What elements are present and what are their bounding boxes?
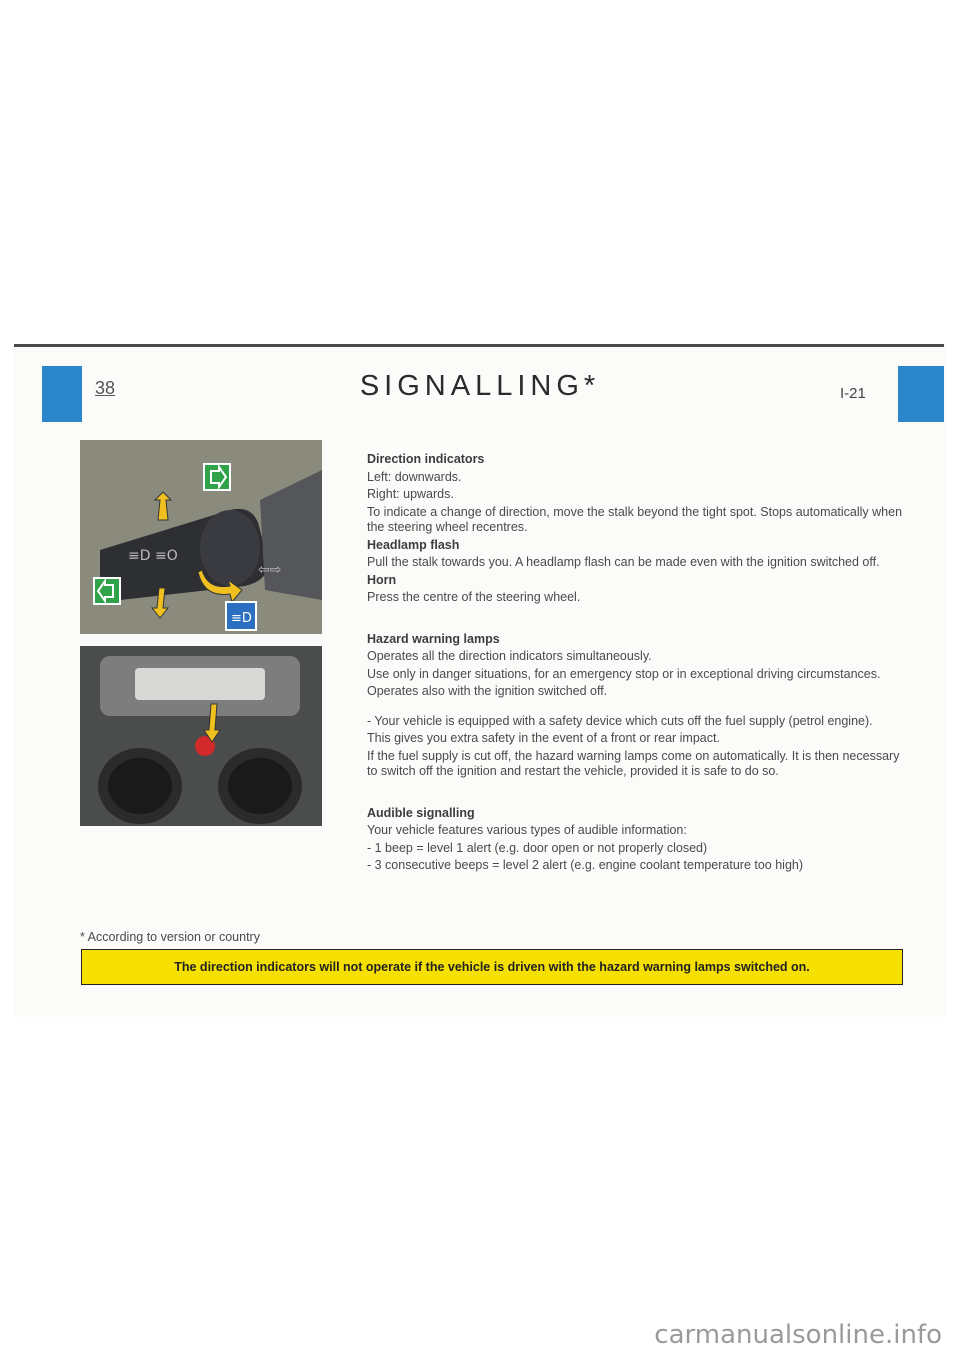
section-reference: I-21: [840, 385, 866, 402]
svg-text:≡D ≡O: ≡D ≡O: [128, 548, 178, 564]
hazard-line-3: Operates also with the ignition switched off.: [367, 684, 608, 698]
svg-text:⇦⇨: ⇦⇨: [258, 562, 282, 578]
fuel-cutoff-text: If the fuel supply is cut off, the hazard warning lamps come on automatically. It is then necessary to switch off the ignition and restart the vehicle, provided it is safe to do so.: [367, 748, 900, 778]
left-thumb-tab: [42, 366, 82, 422]
audible-item-2: - 3 consecutive beeps = level 2 alert (e.g. engine coolant temperature too high): [367, 858, 804, 872]
body-text: [367, 450, 905, 876]
headlamp-flash-heading: Headlamp flash: [367, 537, 460, 552]
page-title: SIGNALLING*: [359, 370, 601, 402]
direction-left: Left: downwards.: [367, 469, 462, 484]
page-number: 38: [95, 378, 116, 398]
watermark: carmanualsonline.info: [654, 1320, 942, 1350]
indicator-stalk-photo: [80, 440, 322, 634]
footnote: * According to version or country: [80, 930, 260, 944]
audible-intro: Your vehicle features various types of audible information:: [367, 823, 687, 837]
audible-heading: Audible signalling: [367, 805, 475, 820]
warning-banner: The direction indicators will not operate if the vehicle is driven with the hazard warning lamps switched on.: [81, 949, 903, 985]
direction-instructions: To indicate a change of direction, move the stalk beyond the tight spot. Stops automatically when the steering wheel recentres.: [367, 504, 903, 534]
hazard-heading: Hazard warning lamps: [367, 631, 500, 646]
hazard-line-2: Use only in danger situations, for an emergency stop or in exceptional driving circumstances.: [367, 666, 881, 681]
hazard-line-1: Operates all the direction indicators simultaneously.: [367, 649, 652, 663]
right-thumb-tab: [898, 366, 944, 422]
safety-device-text: - Your vehicle is equipped with a safety device which cuts off the fuel supply (petrol engine).: [367, 713, 873, 728]
dashboard-illustration: [80, 646, 322, 826]
direction-indicators-heading: Direction indicators: [367, 452, 485, 466]
horn-text: Press the centre of the steering wheel.: [367, 590, 581, 604]
hazard-switch-photo: [80, 646, 322, 826]
direction-right: Right: upwards.: [367, 487, 454, 501]
top-rule: [14, 344, 944, 347]
stalk-illustration: [80, 440, 322, 634]
headlamp-flash-text: Pull the stalk towards you. A headlamp flash can be made even with the ignition switched off.: [367, 555, 880, 569]
audible-item-1: - 1 beep = level 1 alert (e.g. door open or not properly closed): [367, 840, 708, 855]
horn-heading: Horn: [367, 572, 397, 587]
svg-text:≡D: ≡D: [231, 611, 252, 626]
safety-extra-text: This gives you extra safety in the event of a front or rear impact.: [367, 731, 720, 745]
